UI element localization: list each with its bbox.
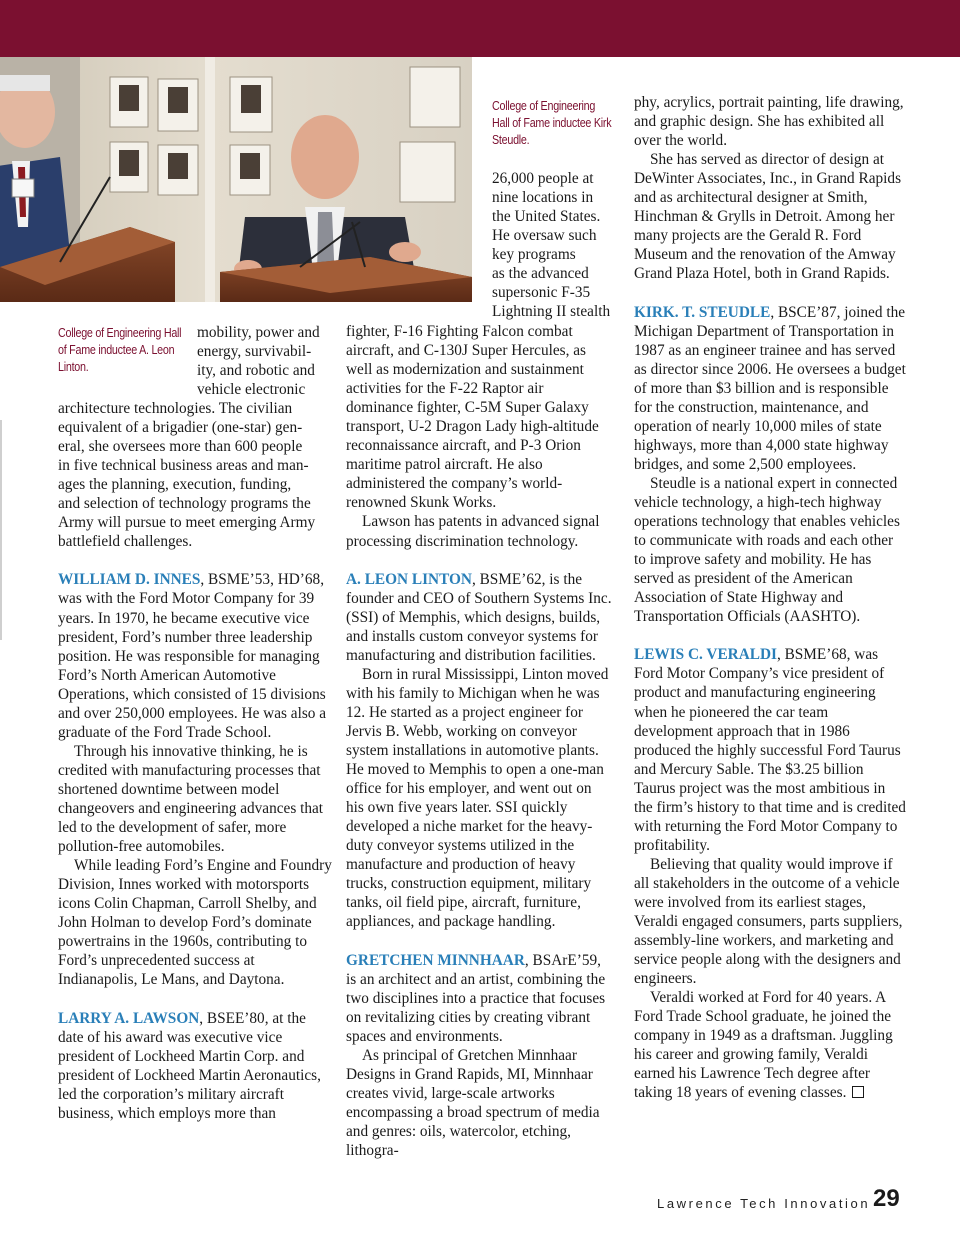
text-line: architecture technologies. The civilian (58, 400, 293, 417)
page-number: 29 (873, 1185, 900, 1212)
minnhaar-bio-p1: GRETCHEN MINNHAAR, BSArE’59, is an architect and an artist, combining the two disciplines into a practice that focuses on revitalizing cities by creating vibrant spaces and environments. (346, 951, 606, 1045)
text-line: the United States. (492, 208, 601, 226)
steudle-name: KIRK. T. STEUDLE (634, 303, 771, 321)
text-line: Army will pursue to meet emerging Army (58, 514, 316, 532)
lawson-bio-cont: fighter, F-16 Fighting Falcon combat aircraft, and C-130J Super Hercules, as well as modernization and sustainment activities for the F-22 Raptor air dominance fighter, C-5M Super Galaxy transport, U-2 Dragon Lady high-altitude reconnaissance aircraft, and P-3 Orion maritime patrol aircraft. He also administered the company’s world-renowned Skunk Works. (346, 323, 599, 512)
linton-photo-caption (58, 325, 181, 376)
veraldi-name: LEWIS C. VERALDI (634, 646, 777, 664)
text-line: ages the planning, execution, funding, (58, 476, 292, 494)
caption-line: of Fame inductee A. Leon (58, 343, 175, 357)
end-mark-icon (852, 1086, 864, 1098)
veraldi-bio-p1: LEWIS C. VERALDI, BSME’68, was Ford Motor Company’s vice president of product and manufacturing engineering when he pioneered the car team development approach that in 1986 produced the highly successful Ford Taurus and Mercury Sable. The $3.25 billion Taurus project was the most ambitious in the firm’s history to that time and is credited with returning the Ford Motor Company to profitability. (634, 646, 906, 854)
lawson-bio-p1: LARRY A. LAWSON, BSEE’80, at the date of his award was executive vice president of Lockheed Martin Corp. and president of Lockheed Martin Aeronautics, led the corporation’s military aircraft business, which employs more than (58, 1009, 321, 1122)
text-line: supersonic F-35 (492, 284, 591, 302)
text-line: and selection of technology programs the (58, 495, 311, 513)
text-line: battlefield challenges. (58, 533, 193, 551)
minnhaar-bio-p2: As principal of Gretchen Minnhaar Designs in Grand Rapids, MI, Minnhaar creates vivid, large-scale artworks encompassing a broad spectrum of media and genres: oils, watercolor, etching, lithogra- (346, 1046, 600, 1160)
veraldi-bio-p3: Veraldi worked at Ford for 40 years. A Ford Trade School graduate, he joined the company in 1949 as a draftsman. Juggling his career and growing family, Veraldi earned his Lawrence Tech degree after taking 18 years of evening classes. (634, 989, 893, 1102)
caption-line: Hall of Fame inductee Kirk (492, 116, 612, 130)
lawson-bio-p2: Lawson has patents in advanced signal processing discrimination technology. (346, 513, 600, 550)
minnhaar-bio-p3: She has served as director of design at DeWinter Associates, Inc., in Grand Rapids and as architectural designer at Smith, Hinchman & Grylls in Detroit. Among her many projects are the Gerald R. Ford Museum and the renovation of the Amway Grand Plaza Hotel, both in Grand Rapids. (634, 151, 902, 283)
minnhaar-name: GRETCHEN MINNHAAR (346, 951, 525, 969)
minnhaar-bio-cont: phy, acrylics, portrait painting, life drawing, and graphic design. She has exhibited all over the world. (634, 94, 904, 150)
text-line: key programs (492, 246, 576, 264)
text-line: eral, she oversees more than 600 people (58, 438, 303, 456)
text-line: vehicle electronic (197, 381, 306, 399)
text-line: energy, survivabil- (197, 343, 312, 361)
text-line: He oversaw such (492, 227, 597, 245)
column-1 (58, 399, 333, 1123)
page-edge-line (0, 420, 2, 640)
lawson-name: LARRY A. LAWSON (58, 1009, 200, 1027)
innes-bio-p1: WILLIAM D. INNES, BSME’53, HD’68, was with the Ford Motor Company for 39 years. In 1970, he became executive vice president, Ford’s number three leadership position. He was responsible for managing Ford’s North American Automotive Operations, which consisted of 15 divisions and over 250,000 employees. He was also a graduate of the Ford Trade School. (58, 571, 327, 741)
innes-bio-p3: While leading Ford’s Engine and Foundry Division, Innes worked with motorsports icons Colin Chapman, Carroll Shelby, and John Holman to develop Ford’s dominate powertrains in the 1960s, contributing to Ford’s unprecedented success at Indianapolis, Le Mans, and Daytona. (58, 857, 332, 989)
photo-illustration (0, 57, 472, 302)
innes-bio-p2: Through his innovative thinking, he is credited with manufacturing processes that shortened downtime between model changeovers and engineering advances that led to the development of safer, more pollution-free automobiles. (58, 742, 324, 856)
top-banner (0, 0, 960, 57)
column-2 (346, 322, 612, 1160)
column-3 (634, 93, 906, 1102)
caption-line: College of Engineering (492, 99, 596, 113)
text-line: ity, and robotic and (197, 362, 315, 380)
publication-title: Lawrence Tech Innovation (657, 1196, 871, 1211)
steudle-bio-p1: KIRK. T. STEUDLE, BSCE’87, joined the Michigan Department of Transportation in 1987 as an engineer trainee and has served as director since 2006. He oversees a budget of more than $3 billion and is responsible for the construction, maintenance, and operation of nearly 10,000 miles of state highways, more than 4,000 state highway bridges, and some 2,500 employees. (634, 303, 906, 473)
caption-line: Linton. (58, 360, 89, 374)
steudle-photo-caption (492, 98, 611, 149)
steudle-bio-p2: Steudle is a national expert in connected vehicle technology, a high-tech highway operations technology that enables vehicles to communicate with roads and each other to improve safety and mobility. He has served as president of the American Association of State Highway and Transportation Officials (AASHTO). (634, 474, 900, 626)
linton-name: A. LEON LINTON (346, 570, 472, 588)
caption-line: College of Engineering Hall (58, 326, 182, 340)
linton-bio-p2: Born in rural Mississippi, Linton moved with his family to Michigan when he was 12. He started as a project engineer for Jervis B. Webb, working on conveyor system installations in automotive plants. He moved to Memphis to open a one-man office for his employer, and went out on his own five years later. SSI quickly developed a niche market for the heavy-duty conveyor systems utilized in the manufacture and production of heavy trucks, construction equipment, military tanks, oil field pipe, aircraft, furniture, appliances, and package handling. (346, 665, 609, 931)
column2-narrow (492, 169, 622, 321)
text-line: equivalent of a brigadier (one-star) gen- (58, 419, 303, 437)
caption-line: Steudle. (492, 133, 530, 147)
column1-intro-narrow (197, 323, 332, 399)
veraldi-bio-p2: Believing that quality would improve if all stakeholders in the outcome of a vehicle were involved from its earliest stages, Veraldi engaged consumers, parts suppliers, assembly-line workers, and marketing and service people along with the designers and engineers. (634, 855, 903, 988)
text-line: mobility, power and (197, 324, 320, 341)
inductees-photo (0, 57, 472, 302)
linton-bio-p1: A. LEON LINTON, BSME’62, is the founder and CEO of Southern Systems Inc. (SSI) of Memphis, which designs, builds, and installs custom conveyor systems for manufacturing and distribution facilities. (346, 570, 612, 664)
text-line: as the advanced (492, 265, 589, 283)
text-line: nine locations in (492, 189, 594, 207)
text-line: 26,000 people at (492, 170, 594, 187)
text-line: in five technical business areas and man- (58, 457, 309, 475)
text-line: Lightning II stealth (492, 303, 611, 321)
innes-name: WILLIAM D. INNES (58, 571, 201, 589)
